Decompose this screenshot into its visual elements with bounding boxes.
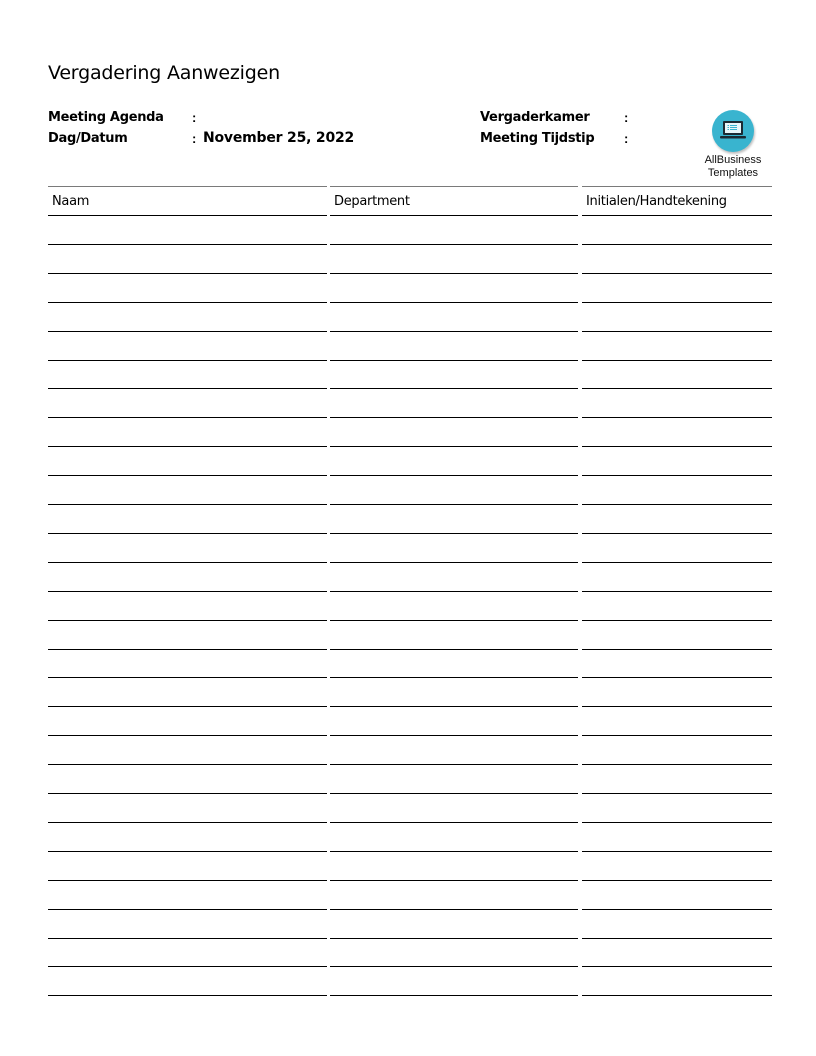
blank-row-line xyxy=(48,302,327,303)
blank-row-line xyxy=(48,388,327,389)
blank-row-line xyxy=(582,302,772,303)
blank-row-line xyxy=(48,851,327,852)
blank-row-line xyxy=(330,649,578,650)
blank-row-line xyxy=(330,331,578,332)
logo-text-line1: AllBusiness xyxy=(704,154,762,166)
blank-row-line xyxy=(48,764,327,765)
blank-row-line xyxy=(582,273,772,274)
blank-row-line xyxy=(582,533,772,534)
column-header-naam: Naam xyxy=(52,194,90,209)
blank-row-line xyxy=(48,591,327,592)
blank-row-line xyxy=(48,677,327,678)
blank-row-line xyxy=(582,417,772,418)
blank-row-line xyxy=(582,475,772,476)
header-underline xyxy=(330,215,578,216)
blank-row-line xyxy=(582,764,772,765)
blank-row-line xyxy=(48,331,327,332)
blank-row-line xyxy=(48,244,327,245)
blank-row-line xyxy=(48,475,327,476)
blank-row-line xyxy=(330,995,578,996)
meeting-agenda-label: Meeting Agenda xyxy=(48,110,164,125)
blank-row-line xyxy=(582,446,772,447)
dag-datum-label: Dag/Datum xyxy=(48,131,128,146)
blank-row-line xyxy=(330,735,578,736)
blank-row-line xyxy=(330,909,578,910)
blank-row-line xyxy=(582,851,772,852)
blank-row-line xyxy=(582,793,772,794)
blank-row-line xyxy=(582,938,772,939)
blank-row-line xyxy=(48,735,327,736)
page-title: Vergadering Aanwezigen xyxy=(48,62,280,84)
column-header-department: Department xyxy=(334,194,410,209)
blank-row-line xyxy=(48,446,327,447)
blank-row-line xyxy=(582,331,772,332)
blank-row-line xyxy=(330,822,578,823)
blank-row-line xyxy=(330,533,578,534)
blank-row-line xyxy=(582,995,772,996)
header-underline xyxy=(48,215,327,216)
vergaderkamer-colon: : xyxy=(624,110,629,125)
blank-row-line xyxy=(330,417,578,418)
blank-row-line xyxy=(330,620,578,621)
laptop-document-icon xyxy=(712,110,754,152)
blank-row-line xyxy=(582,677,772,678)
header-underline xyxy=(582,215,772,216)
blank-row-line xyxy=(330,677,578,678)
blank-row-line xyxy=(582,649,772,650)
blank-row-line xyxy=(330,504,578,505)
blank-row-line xyxy=(48,417,327,418)
blank-row-line xyxy=(48,533,327,534)
blank-row-line xyxy=(582,620,772,621)
blank-row-line xyxy=(48,995,327,996)
dag-datum-value: November 25, 2022 xyxy=(203,130,355,146)
vergaderkamer-label: Vergaderkamer xyxy=(480,110,590,125)
blank-row-line xyxy=(330,360,578,361)
blank-row-line xyxy=(330,880,578,881)
blank-row-line xyxy=(330,244,578,245)
blank-row-line xyxy=(48,706,327,707)
blank-row-line xyxy=(48,880,327,881)
blank-row-line xyxy=(330,851,578,852)
blank-row-line xyxy=(48,360,327,361)
blank-row-line xyxy=(582,822,772,823)
blank-row-line xyxy=(582,562,772,563)
header-top-rule xyxy=(48,186,327,187)
blank-row-line xyxy=(330,764,578,765)
meeting-tijdstip-label: Meeting Tijdstip xyxy=(480,131,595,146)
meeting-agenda-colon: : xyxy=(192,110,197,125)
blank-row-line xyxy=(48,909,327,910)
blank-row-line xyxy=(330,475,578,476)
logo-text-line2: Templates xyxy=(707,167,759,179)
blank-row-line xyxy=(330,966,578,967)
blank-row-line xyxy=(582,388,772,389)
allbusiness-logo xyxy=(698,108,768,180)
blank-row-line xyxy=(582,244,772,245)
blank-row-line xyxy=(330,562,578,563)
blank-row-line xyxy=(48,273,327,274)
blank-row-line xyxy=(330,446,578,447)
blank-row-line xyxy=(330,302,578,303)
blank-row-line xyxy=(48,504,327,505)
blank-row-line xyxy=(330,706,578,707)
blank-row-line xyxy=(48,938,327,939)
blank-row-line xyxy=(582,706,772,707)
blank-row-line xyxy=(582,966,772,967)
blank-row-line xyxy=(330,273,578,274)
blank-row-line xyxy=(330,938,578,939)
blank-row-line xyxy=(48,966,327,967)
blank-row-line xyxy=(582,504,772,505)
meeting-tijdstip-colon: : xyxy=(624,131,629,146)
blank-row-line xyxy=(582,591,772,592)
blank-row-line xyxy=(330,388,578,389)
blank-row-line xyxy=(582,909,772,910)
dag-datum-colon: : xyxy=(192,131,197,146)
column-header-initialen: Initialen/Handtekening xyxy=(586,194,727,209)
blank-row-line xyxy=(582,360,772,361)
blank-row-line xyxy=(48,793,327,794)
blank-row-line xyxy=(48,562,327,563)
blank-row-line xyxy=(48,822,327,823)
blank-row-line xyxy=(582,880,772,881)
blank-row-line xyxy=(48,649,327,650)
header-top-rule xyxy=(330,186,578,187)
blank-row-line xyxy=(330,793,578,794)
blank-row-line xyxy=(48,620,327,621)
header-top-rule xyxy=(582,186,772,187)
blank-row-line xyxy=(330,591,578,592)
blank-row-line xyxy=(582,735,772,736)
